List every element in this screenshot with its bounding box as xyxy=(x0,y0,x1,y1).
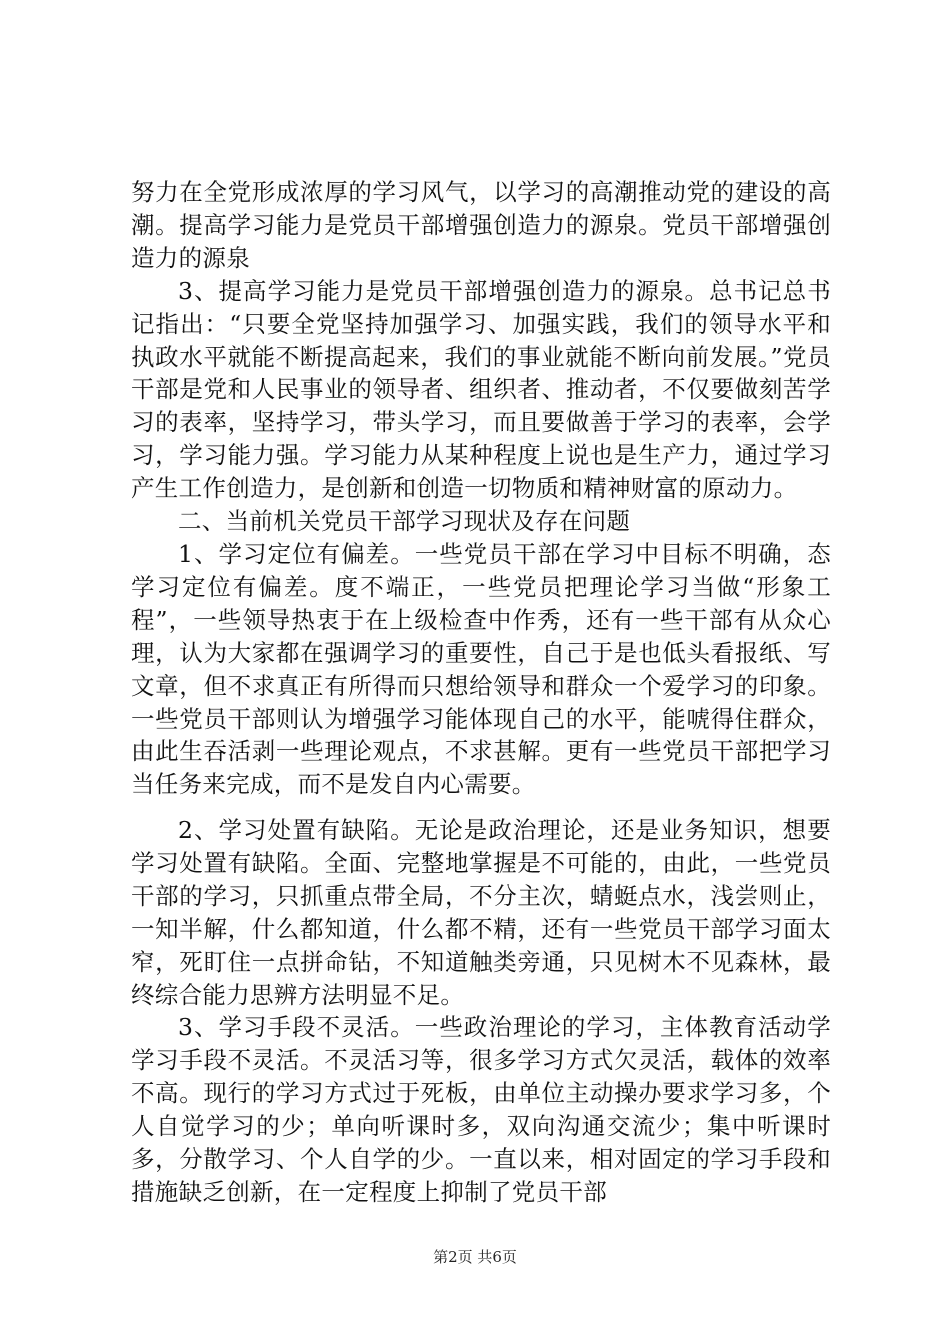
section-heading-2: 二、当前机关党员干部学习现状及存在问题 xyxy=(178,507,631,536)
paragraph-issue-1: 1、学习定位有偏差。一些党员干部在学习中目标不明确，态学习定位有偏差。度不端正，一些党员把理论学习当做“形象工程”，一些领导热衷于在上级检查中作秀，还有一些干部有从众心理，认为大家都在强调学习的重要性，自己于是也低头看报纸、写文章，但不求真正有所得而只想给领导和群众一个爱学习的印象。一些党员干部则认为增强学习能体现自己的水平，能唬得住群众，由此生吞活剥一些理论观点，不求甚解。更有一些党员干部把学习当任务来完成，而不是发自内心需要。 xyxy=(131,539,831,799)
paragraph-issue-2: 2、学习处置有缺陷。无论是政治理论，还是业务知识，想要学习处置有缺陷。全面、完整地掌握是不可能的，由此，一些党员干部的学习，只抓重点带全局，不分主次，蜻蜓点水，浅尝则止，一知半解，什么都知道，什么都不精，还有一些党员干部学习面太窄，死盯住一点拼命钻，不知道触类旁通，只见树木不见森林，最终综合能力思辨方法明显不足。 xyxy=(131,816,831,1009)
body-text-upper xyxy=(131,176,831,801)
page-number-footer: 第2页 共6页 xyxy=(433,1248,517,1266)
paragraph-continuation: 努力在全党形成浓厚的学习风气，以学习的高潮推动党的建设的高潮。提高学习能力是党员干部增强创造力的源泉。党员干部增强创造力的源泉 xyxy=(131,178,831,272)
body-text-lower xyxy=(131,814,831,1209)
paragraph-issue-3: 3、学习手段不灵活。一些政治理论的学习，主体教育活动学学习手段不灵活。不灵活习等，很多学习方式欠灵活，载体的效率不高。现行的学习方式过于死板，由单位主动操办要求学习多，个人自觉学习的少；单向听课时多，双向沟通交流少；集中听课时多，分散学习、个人自学的少。一直以来，相对固定的学习手段和措施缺乏创新，在一定程度上抑制了党员干部 xyxy=(131,1013,831,1206)
paragraph-point-3: 3、提高学习能力是党员干部增强创造力的源泉。总书记总书记指出：“只要全党坚持加强学习、加强实践，我们的领导水平和执政水平就能不断提高起来，我们的事业就能不断向前发展。”党员干部是党和人民事业的领导者、组织者、推动者，不仅要做刻苦学习的表率，坚持学习，带头学习，而且要做善于学习的表率，会学习，学习能力强。学习能力从某种程度上说也是生产力，通过学习产生工作创造力，是创新和创造一切物质和精神财富的原动力。 xyxy=(131,276,831,503)
